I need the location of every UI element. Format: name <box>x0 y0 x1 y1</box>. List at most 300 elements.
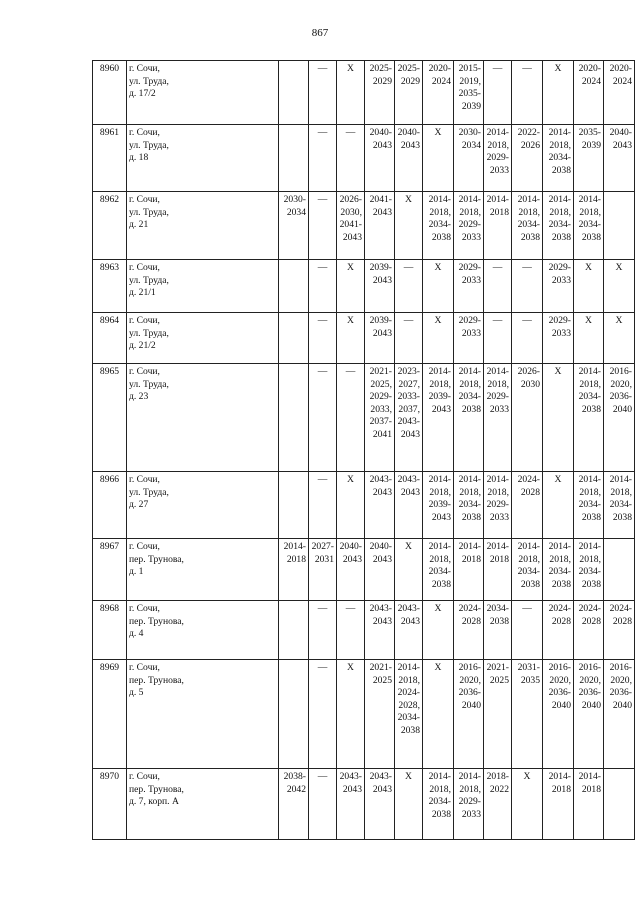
table-row <box>93 61 635 125</box>
period-cell <box>574 769 604 840</box>
period-line: 2033 <box>489 403 509 415</box>
period-cell <box>337 192 365 260</box>
period-cell <box>337 769 365 840</box>
period-cell <box>604 660 635 769</box>
period-cell <box>365 125 395 192</box>
row-number: 8968 <box>93 601 127 660</box>
period-line: 2018, <box>579 206 601 218</box>
period-line: 2043 <box>400 615 420 627</box>
period-line: 2018, <box>459 486 481 498</box>
period-line: 2027, <box>398 378 420 390</box>
period-line: 2039- <box>369 262 392 273</box>
period-cell <box>604 539 635 601</box>
period-line: X <box>347 662 354 673</box>
period-cell <box>484 313 512 364</box>
period-line: — <box>345 603 356 614</box>
address-line: ул. Труда, <box>129 274 169 286</box>
period-line: 2029- <box>486 152 509 164</box>
period-line: 2028, <box>398 699 420 711</box>
period-cell <box>574 313 604 364</box>
period-line: 2034 <box>286 206 306 218</box>
page-number: 867 <box>311 27 329 39</box>
period-line: 2014- <box>609 474 632 485</box>
period-line: 2018, <box>518 553 540 565</box>
period-line: 2033 <box>461 808 481 820</box>
table-row <box>93 769 635 840</box>
period-line: 2034- <box>548 566 571 578</box>
period-line: 2030- <box>458 127 481 138</box>
period-line: 2033 <box>461 327 481 339</box>
period-line: 2035- <box>458 88 481 100</box>
period-line: 2040 <box>581 699 601 711</box>
period-line: 2036- <box>609 687 632 699</box>
period-line: 2039 <box>461 100 481 112</box>
period-cell <box>512 364 543 472</box>
period-line: X <box>434 603 442 614</box>
period-line: X <box>347 262 354 273</box>
period-line: 2018 <box>489 553 509 565</box>
period-cell <box>484 660 512 769</box>
period-cell <box>309 192 337 260</box>
period-cell <box>543 192 574 260</box>
period-cell <box>279 601 309 660</box>
period-line: 2033 <box>461 274 481 286</box>
period-line: 2018, <box>579 553 601 565</box>
row-number: 8963 <box>93 260 127 313</box>
period-cell <box>454 601 484 660</box>
period-line: 2018, <box>429 378 451 390</box>
address-line: д. 4 <box>129 628 144 640</box>
address-line: г. Сочи, <box>129 771 160 782</box>
period-cell <box>279 660 309 769</box>
period-line: 2014- <box>548 771 571 782</box>
period-cell <box>279 61 309 125</box>
period-line: 2034 <box>461 139 481 151</box>
period-line: 2034- <box>428 796 451 808</box>
period-line: — <box>317 194 328 205</box>
period-line: 2031- <box>517 662 540 673</box>
period-cell <box>279 125 309 192</box>
period-line: 2025- <box>369 63 392 74</box>
period-line: 2034- <box>578 219 601 231</box>
period-line: 2030- <box>283 194 306 205</box>
period-line: 2040- <box>369 541 392 552</box>
period-line: 2018 <box>489 206 509 218</box>
period-line: 2018, <box>429 206 451 218</box>
address-line: ул. Труда, <box>129 327 169 339</box>
period-line: 2014- <box>458 474 481 485</box>
period-line: 2018 <box>286 553 306 565</box>
period-line: 2024- <box>548 603 571 614</box>
period-line: 2020, <box>549 674 571 686</box>
period-line: 2043- <box>369 603 392 614</box>
period-line: 2026- <box>517 366 540 377</box>
period-cell <box>512 472 543 539</box>
period-cell <box>395 260 423 313</box>
period-line: 2039 <box>581 139 601 151</box>
period-line: 2038 <box>431 231 451 243</box>
period-line: X <box>554 63 562 74</box>
period-cell <box>337 61 365 125</box>
period-line: — <box>492 262 503 273</box>
period-cell <box>604 125 635 192</box>
period-line: 2018, <box>549 139 571 151</box>
period-line: 2040 <box>461 699 481 711</box>
period-line: 2034- <box>609 499 632 511</box>
period-cell <box>395 192 423 260</box>
period-cell <box>395 601 423 660</box>
period-line: 2018, <box>579 486 601 498</box>
period-cell <box>512 260 543 313</box>
period-line: 2037, <box>398 403 420 415</box>
table-row <box>93 539 635 601</box>
period-line: 2033 <box>551 327 571 339</box>
period-line: 2039- <box>428 499 451 511</box>
address-line: г. Сочи, <box>129 541 160 552</box>
period-line: 2043 <box>342 553 362 565</box>
period-line: — <box>492 63 503 74</box>
address-line: ул. Труда, <box>129 378 169 390</box>
period-cell <box>423 61 454 125</box>
period-cell <box>365 260 395 313</box>
period-cell <box>365 601 395 660</box>
period-line: 2029- <box>458 796 481 808</box>
period-cell <box>484 364 512 472</box>
period-line: 2031 <box>314 553 334 565</box>
period-cell <box>604 769 635 840</box>
period-cell <box>395 472 423 539</box>
period-cell <box>365 313 395 364</box>
table-row <box>93 601 635 660</box>
period-line: 2018, <box>610 486 632 498</box>
period-line: 2028 <box>461 615 481 627</box>
period-line: — <box>522 63 532 74</box>
period-cell <box>279 192 309 260</box>
period-cell <box>423 313 454 364</box>
period-line: X <box>434 662 442 673</box>
table-row <box>93 192 635 260</box>
period-line: 2018 <box>581 783 601 795</box>
period-line: 2043 <box>372 274 392 286</box>
period-line: 2038 <box>400 724 420 736</box>
period-line: 2043 <box>372 206 392 218</box>
period-line: 2014- <box>486 366 509 377</box>
row-number: 8969 <box>93 660 127 769</box>
period-line: 2020, <box>579 674 601 686</box>
period-cell <box>484 769 512 840</box>
period-cell <box>337 313 365 364</box>
period-cell <box>309 125 337 192</box>
period-line: 2043- <box>369 474 392 485</box>
period-cell <box>604 313 635 364</box>
row-number: 8960 <box>93 61 127 125</box>
period-line: 2018 <box>461 553 481 565</box>
period-cell <box>309 260 337 313</box>
period-line: 2034- <box>428 219 451 231</box>
period-line: 2016- <box>609 662 632 673</box>
period-line: 2018, <box>429 486 451 498</box>
period-cell <box>337 660 365 769</box>
registry-body <box>93 61 635 840</box>
period-line: 2043 <box>372 139 392 151</box>
period-cell <box>454 660 484 769</box>
period-line: 2014- <box>578 771 601 782</box>
table-row <box>93 660 635 769</box>
period-line: 2024- <box>517 474 540 485</box>
address-line: г. Сочи, <box>129 603 160 614</box>
address-line: г. Сочи, <box>129 366 160 377</box>
period-line: — <box>403 262 414 273</box>
period-cell <box>543 660 574 769</box>
period-line: 2021- <box>369 366 392 377</box>
address-line: д. 7, корп. А <box>129 796 179 808</box>
period-line: 2029- <box>369 391 392 403</box>
period-cell <box>484 539 512 601</box>
period-line: 2020- <box>578 63 601 74</box>
period-cell <box>365 769 395 840</box>
period-line: 2028 <box>581 615 601 627</box>
period-cell <box>454 364 484 472</box>
period-cell <box>279 364 309 472</box>
table-row <box>93 260 635 313</box>
period-line: 2040 <box>612 699 632 711</box>
period-cell <box>484 472 512 539</box>
table-row <box>93 472 635 539</box>
address-line: ул. Труда, <box>129 139 169 151</box>
period-line: 2024- <box>578 603 601 614</box>
period-cell <box>484 260 512 313</box>
period-cell <box>512 660 543 769</box>
period-line: — <box>317 662 328 673</box>
period-line: 2038 <box>431 578 451 590</box>
period-line: 2025 <box>372 674 392 686</box>
period-cell <box>512 769 543 840</box>
period-line: 2014- <box>486 541 509 552</box>
period-line: 2043- <box>339 771 362 782</box>
period-line: 2033- <box>397 391 420 403</box>
period-cell <box>337 539 365 601</box>
period-line: 2038 <box>612 511 632 523</box>
period-line: 2018, <box>518 206 540 218</box>
period-line: 2034- <box>458 391 481 403</box>
period-line: 2038 <box>581 403 601 415</box>
address-line: пер. Трунова, <box>129 674 184 686</box>
period-cell <box>309 364 337 472</box>
period-cell <box>543 601 574 660</box>
period-cell <box>309 660 337 769</box>
period-line: 2043 <box>342 783 362 795</box>
period-line: 2014- <box>578 541 601 552</box>
period-line: 2014- <box>283 541 306 552</box>
period-cell <box>365 364 395 472</box>
address-line: д. 27 <box>129 499 149 511</box>
period-line: 2043 <box>372 783 392 795</box>
address-line: д. 17/2 <box>129 88 156 100</box>
period-line: 2043- <box>397 603 420 614</box>
period-line: 2014- <box>578 194 601 205</box>
period-cell <box>543 539 574 601</box>
period-line: X <box>434 315 442 326</box>
period-line: — <box>317 63 328 74</box>
period-line: 2027- <box>311 541 334 552</box>
period-line: 2018, <box>487 139 509 151</box>
address-cell <box>127 601 279 660</box>
period-cell <box>309 601 337 660</box>
period-cell <box>604 61 635 125</box>
period-cell <box>454 539 484 601</box>
address-line: д. 21/1 <box>129 287 156 299</box>
period-line: 2041- <box>369 194 392 205</box>
period-cell <box>604 601 635 660</box>
period-cell <box>484 61 512 125</box>
period-line: 2033 <box>551 274 571 286</box>
address-line: ул. Труда, <box>129 206 169 218</box>
period-line: — <box>317 127 328 138</box>
row-number: 8965 <box>93 364 127 472</box>
period-cell <box>365 61 395 125</box>
period-line: 2016- <box>548 662 571 673</box>
period-line: 2043- <box>397 474 420 485</box>
period-line: 2020- <box>609 63 632 74</box>
period-line: 2016- <box>458 662 481 673</box>
period-line: 2028 <box>520 486 540 498</box>
row-number: 8966 <box>93 472 127 539</box>
period-cell <box>604 472 635 539</box>
period-line: 2034- <box>517 566 540 578</box>
period-cell <box>512 125 543 192</box>
address-line: г. Сочи, <box>129 63 160 74</box>
period-line: 2043 <box>372 486 392 498</box>
period-line: 2024- <box>397 687 420 699</box>
period-line: 2014- <box>458 194 481 205</box>
period-line: 2041- <box>339 219 362 231</box>
period-cell <box>337 125 365 192</box>
period-cell <box>454 769 484 840</box>
period-line: 2038 <box>461 403 481 415</box>
period-cell <box>454 313 484 364</box>
period-line: X <box>347 315 354 326</box>
period-line: 2030, <box>340 206 362 218</box>
period-line: 2014- <box>486 127 509 138</box>
period-cell <box>574 260 604 313</box>
period-line: 2014- <box>486 194 509 205</box>
address-line: г. Сочи, <box>129 474 160 485</box>
period-line: 2014- <box>458 541 481 552</box>
period-cell <box>309 539 337 601</box>
period-cell <box>395 313 423 364</box>
period-line: 2040- <box>397 127 420 138</box>
period-line: 2034- <box>517 219 540 231</box>
row-number: 8964 <box>93 313 127 364</box>
period-line: 2036- <box>458 687 481 699</box>
period-line: 2039- <box>369 315 392 326</box>
period-cell <box>512 61 543 125</box>
period-line: 2043 <box>372 553 392 565</box>
period-cell <box>279 539 309 601</box>
period-cell <box>337 260 365 313</box>
period-line: — <box>522 315 532 326</box>
period-line: 2014- <box>548 127 571 138</box>
period-line: 2022- <box>517 127 540 138</box>
address-cell <box>127 539 279 601</box>
period-line: 2040- <box>369 127 392 138</box>
period-cell <box>543 313 574 364</box>
period-cell <box>604 260 635 313</box>
period-line: 2036- <box>578 687 601 699</box>
period-cell <box>309 472 337 539</box>
period-cell <box>512 313 543 364</box>
period-cell <box>337 472 365 539</box>
period-line: 2029- <box>486 391 509 403</box>
period-cell <box>423 125 454 192</box>
period-line: 2014- <box>428 771 451 782</box>
period-line: 2020, <box>610 674 632 686</box>
period-cell <box>395 364 423 472</box>
period-cell <box>512 192 543 260</box>
period-line: 2033 <box>489 511 509 523</box>
period-line: 2034- <box>578 566 601 578</box>
period-cell <box>423 660 454 769</box>
period-line: 2019, <box>459 75 481 87</box>
period-line: 2038 <box>551 231 571 243</box>
period-line: 2029 <box>372 75 392 87</box>
period-line: 2029- <box>548 262 571 273</box>
period-line: X <box>585 315 592 326</box>
period-line: 2014- <box>517 541 540 552</box>
period-line: 2024 <box>431 75 451 87</box>
period-cell <box>512 539 543 601</box>
address-line: г. Сочи, <box>129 662 160 673</box>
period-cell <box>423 769 454 840</box>
period-cell <box>543 260 574 313</box>
period-cell <box>543 472 574 539</box>
period-cell <box>484 125 512 192</box>
period-line: 2043- <box>369 771 392 782</box>
period-line: 2018, <box>429 553 451 565</box>
period-line: 2043 <box>372 327 392 339</box>
period-line: 2034- <box>458 499 481 511</box>
period-line: 2034- <box>428 566 451 578</box>
period-line: 2038 <box>581 231 601 243</box>
address-cell <box>127 364 279 472</box>
period-line: 2014- <box>428 366 451 377</box>
period-line: 2038 <box>461 511 481 523</box>
address-line: ул. Труда, <box>129 75 169 87</box>
period-line: 2014- <box>458 771 481 782</box>
address-line: г. Сочи, <box>129 262 160 273</box>
period-line: 2018, <box>429 783 451 795</box>
period-line: 2020, <box>459 674 481 686</box>
period-line: 2016- <box>578 662 601 673</box>
period-line: 2014- <box>578 366 601 377</box>
period-line: 2014- <box>397 662 420 673</box>
period-line: 2033 <box>461 231 481 243</box>
period-line: 2029- <box>458 315 481 326</box>
period-line: 2025, <box>370 378 392 390</box>
period-line: 2018, <box>487 486 509 498</box>
period-line: 2020, <box>610 378 632 390</box>
period-line: — <box>492 315 503 326</box>
period-cell <box>309 313 337 364</box>
period-cell <box>365 192 395 260</box>
period-line: X <box>405 541 412 552</box>
period-cell <box>395 125 423 192</box>
period-line: 2014- <box>578 474 601 485</box>
registry-table <box>92 60 635 840</box>
period-cell <box>395 660 423 769</box>
period-line: 2029 <box>400 75 420 87</box>
period-cell <box>574 364 604 472</box>
